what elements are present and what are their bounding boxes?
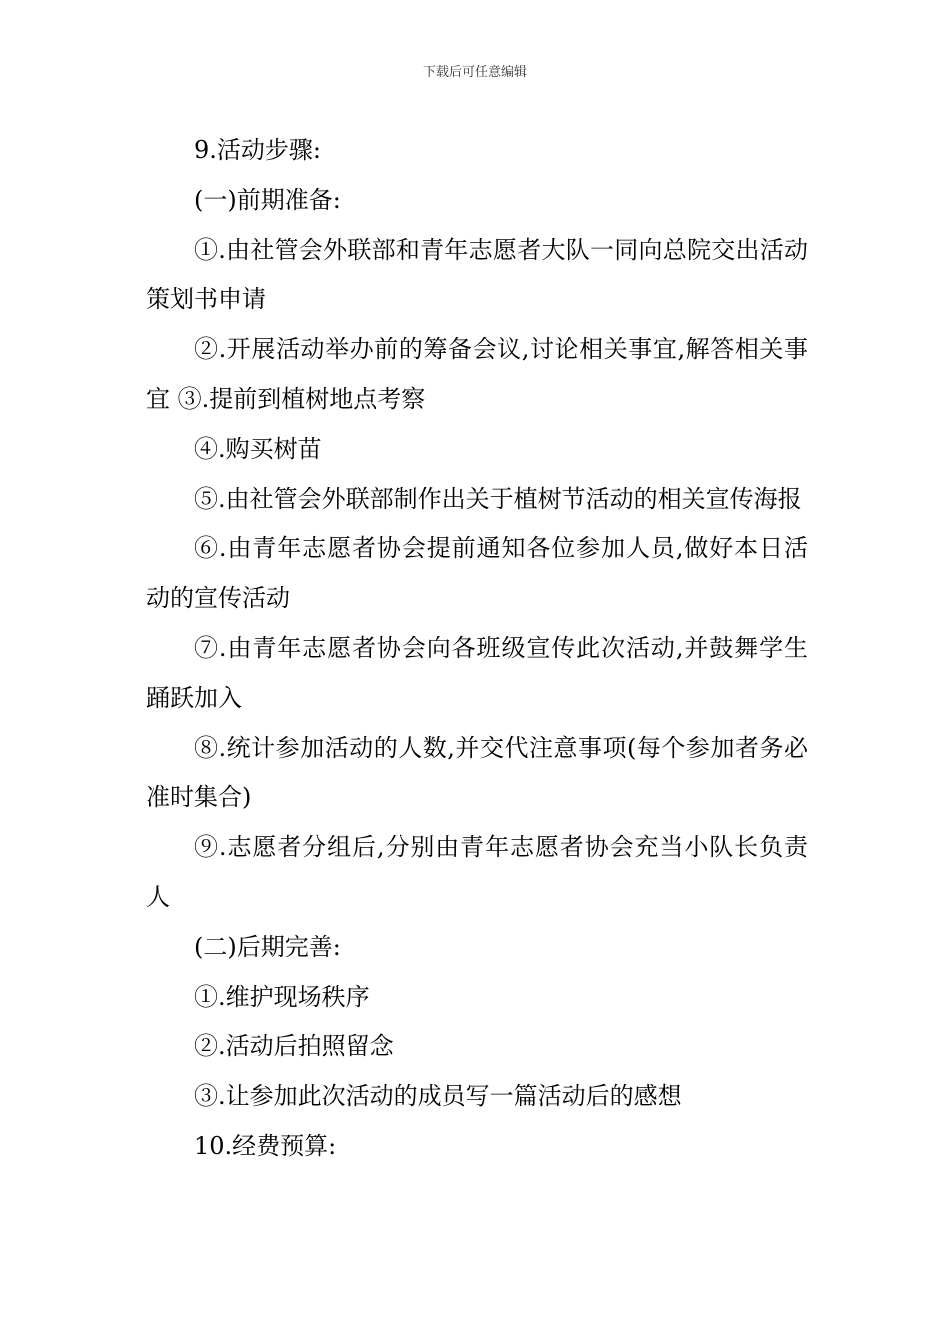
- list-item: ②.活动后拍照留念: [194, 1032, 394, 1061]
- list-item: ⑤.由社管会外联部制作出关于植树节活动的相关宣传海报: [194, 484, 802, 513]
- list-item: ②.开展活动举办前的筹备会议,讨论相关事宜,解答相关事宜 ③.提前到植树地点考察: [146, 335, 808, 413]
- section-heading-budget: 10.经费预算:: [194, 1131, 337, 1160]
- list-item: ⑧.统计参加活动的人数,并交代注意事项(每个参加者务必准时集合): [146, 733, 808, 812]
- list-item: ①.由社管会外联部和青年志愿者大队一同向总院交出活动策划书申请: [146, 235, 808, 314]
- list-item: ⑦.由青年志愿者协会向各班级宣传此次活动,并鼓舞学生踊跃加入: [146, 633, 808, 712]
- subsection-heading-followup: (二)后期完善:: [194, 932, 341, 961]
- section-heading-steps: 9.活动步骤:: [194, 136, 321, 164]
- list-item: ⑨.志愿者分组后,分别由青年志愿者协会充当小队长负责人: [146, 833, 808, 911]
- list-item: ③.让参加此次活动的成员写一篇活动后的感想: [194, 1082, 682, 1111]
- list-item: ④.购买树苗: [194, 434, 322, 463]
- list-item: ⑥.由青年志愿者协会提前通知各位参加人员,做好本日活动的宣传活动: [146, 534, 808, 613]
- document-body: [146, 126, 808, 1172]
- page-header: 下载后可任意编辑: [422, 65, 527, 80]
- list-item: ①.维护现场秩序: [194, 982, 370, 1011]
- subsection-heading-preparation: (一)前期准备:: [194, 185, 341, 214]
